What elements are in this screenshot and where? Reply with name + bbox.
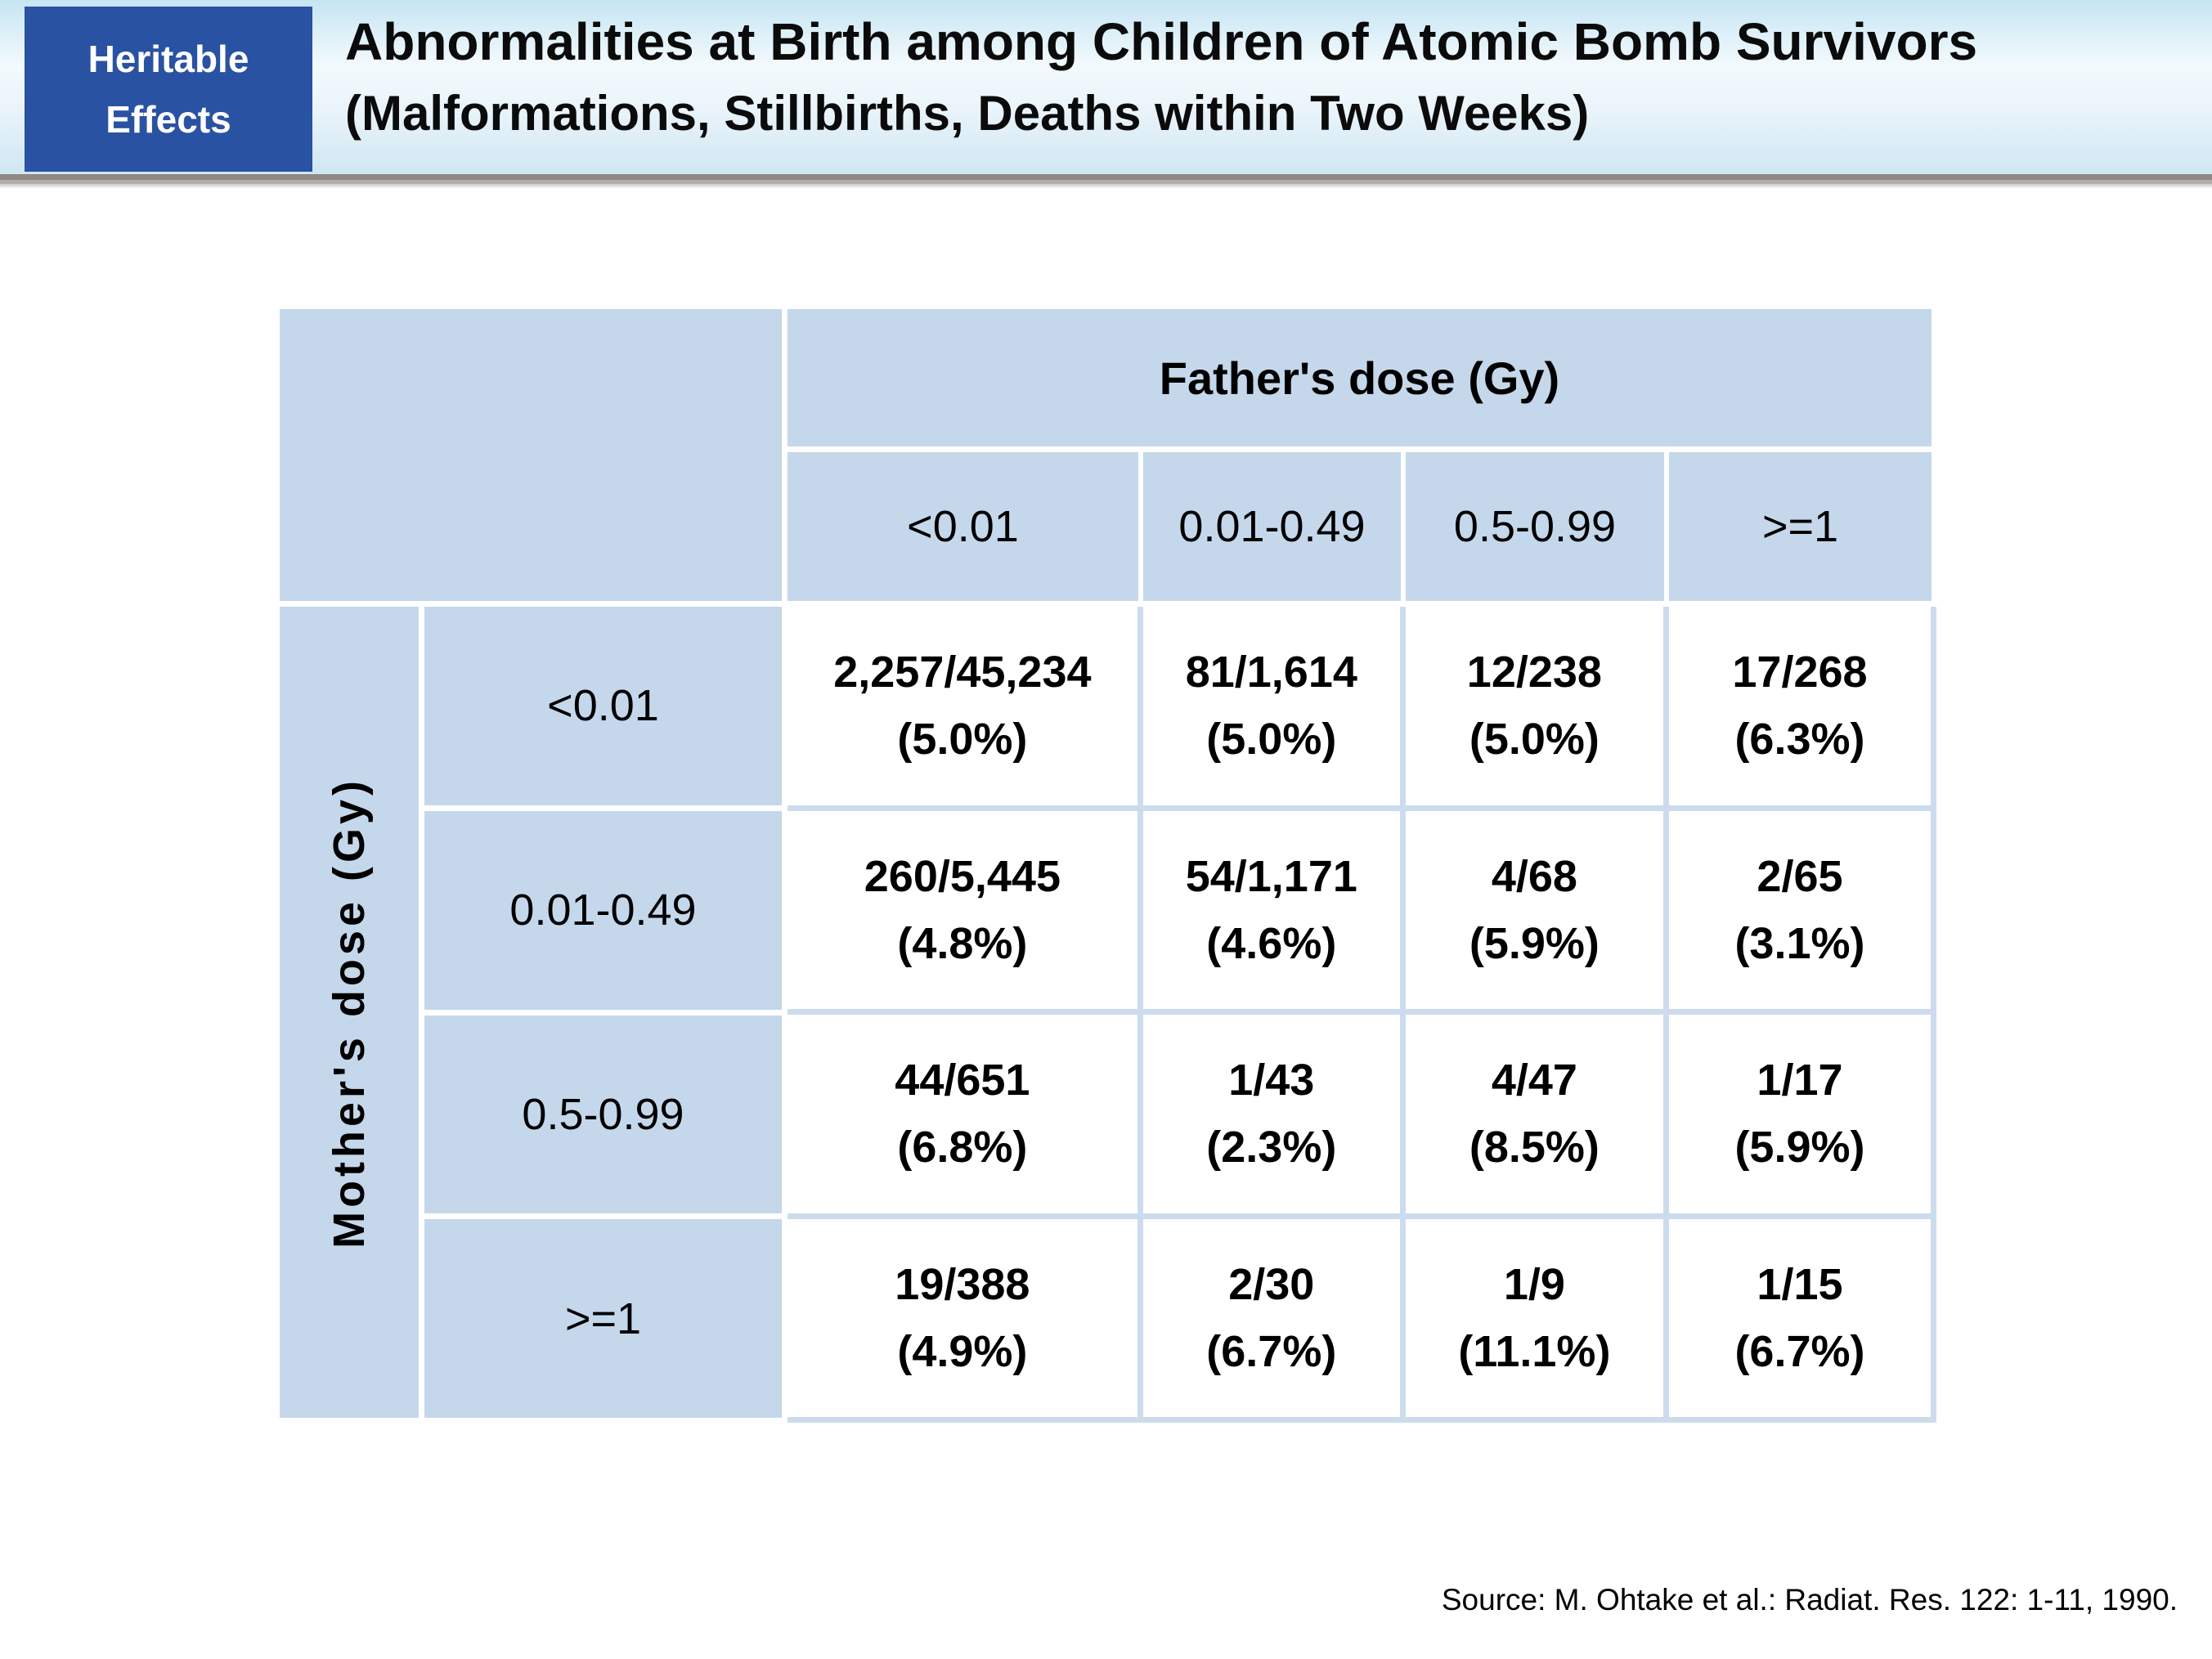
cell-ratio: 44/651 [895, 1056, 1030, 1105]
table-cell-r1c2 [1143, 607, 1400, 805]
cell-ratio: 54/1,171 [1185, 851, 1357, 901]
table-cell-r3c3 [1406, 1015, 1663, 1213]
cell-ratio: 17/268 [1732, 648, 1868, 697]
col-header-3: 0.5-0.99 [1406, 452, 1664, 601]
cell-ratio: 260/5,445 [864, 851, 1061, 901]
cell-ratio: 19/388 [895, 1259, 1030, 1309]
data-table [280, 309, 1936, 1423]
cell-ratio: 1/9 [1503, 1259, 1565, 1309]
header-divider [0, 174, 2212, 188]
mother-dose-group-header [280, 607, 419, 1418]
row-header-3: 0.5-0.99 [424, 1016, 782, 1214]
row-header-4: >=1 [424, 1219, 782, 1418]
cell-percent: (5.0%) [1469, 715, 1600, 764]
corner-cell [280, 309, 782, 601]
source-citation: Source: M. Ohtake et al.: Radiat. Res. 122: 1-11, 1990. [1441, 1583, 2178, 1616]
table-cell-r3c4 [1669, 1015, 1931, 1213]
table-cell-r2c4 [1669, 811, 1931, 1010]
cell-ratio: 2/65 [1757, 851, 1843, 901]
title-block [345, 13, 2177, 141]
cell-percent: (4.6%) [1206, 918, 1337, 968]
category-badge-label: Heritable Effects [87, 38, 249, 141]
cell-percent: (5.0%) [1206, 715, 1337, 764]
cell-ratio: 4/47 [1491, 1056, 1577, 1105]
cell-percent: (2.3%) [1206, 1123, 1337, 1173]
cell-ratio: 1/17 [1757, 1056, 1843, 1105]
cell-ratio: 4/68 [1491, 851, 1577, 901]
table-cell-r4c3 [1406, 1219, 1663, 1418]
table-cell-r4c1 [787, 1219, 1137, 1418]
table-cell-r3c1 [787, 1015, 1137, 1213]
cell-percent: (4.8%) [897, 918, 1028, 968]
cell-percent: (6.8%) [897, 1123, 1028, 1173]
cell-percent: (5.0%) [897, 715, 1028, 764]
table-cell-r1c3 [1406, 607, 1663, 805]
category-badge [25, 7, 312, 172]
cell-percent: (3.1%) [1734, 918, 1865, 968]
cell-percent: (6.7%) [1734, 1326, 1865, 1376]
cell-ratio: 12/238 [1466, 648, 1602, 697]
table-cell-r4c2 [1143, 1219, 1400, 1418]
cell-ratio: 2/30 [1228, 1259, 1315, 1309]
col-header-4: >=1 [1669, 452, 1932, 601]
row-header-2: 0.01-0.49 [424, 811, 782, 1010]
page-title: Abnormalities at Birth among Children of Atomic Bomb Survivors [345, 12, 1978, 71]
father-dose-group-header [787, 309, 1932, 446]
cell-percent: (6.7%) [1206, 1326, 1337, 1376]
table-cell-r2c1 [787, 811, 1137, 1010]
cell-ratio: 2,257/45,234 [833, 648, 1092, 697]
table-cell-r2c2 [1143, 811, 1400, 1010]
table-cell-r3c2 [1143, 1015, 1400, 1213]
cell-percent: (5.9%) [1469, 918, 1600, 968]
table-cell-r4c4 [1669, 1219, 1931, 1418]
row-label-column [424, 607, 782, 1418]
table-cell-r2c3 [1406, 811, 1663, 1010]
cell-percent: (5.9%) [1734, 1123, 1865, 1173]
cell-ratio: 81/1,614 [1185, 648, 1357, 697]
row-header-1: <0.01 [424, 607, 782, 805]
cell-percent: (8.5%) [1469, 1123, 1600, 1173]
mother-dose-group-label: Mother's dose (Gy) [325, 776, 374, 1249]
cell-percent: (11.1%) [1458, 1326, 1611, 1376]
cell-ratio: 1/43 [1228, 1056, 1315, 1105]
cell-percent: (6.3%) [1734, 715, 1865, 764]
cell-percent: (4.9%) [897, 1326, 1028, 1376]
col-header-2: 0.01-0.49 [1143, 452, 1401, 601]
table-cell-r1c1 [787, 607, 1137, 805]
father-dose-group-label: Father's dose (Gy) [1159, 352, 1560, 404]
cell-ratio: 1/15 [1757, 1259, 1843, 1309]
data-grid [787, 607, 1936, 1423]
col-header-1: <0.01 [787, 452, 1138, 601]
table-cell-r1c4 [1669, 607, 1931, 805]
page-subtitle: (Malformations, Stillbirths, Deaths within Two Weeks) [345, 85, 1590, 141]
